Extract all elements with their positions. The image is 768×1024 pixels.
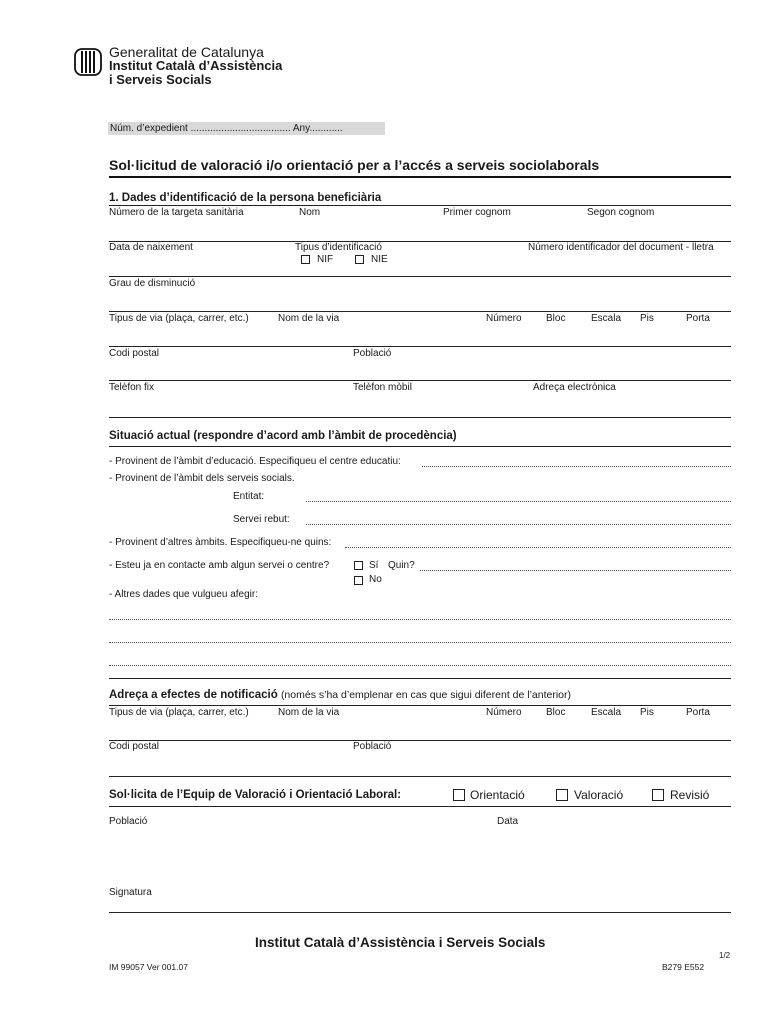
label-altres-dades: - Altres dades que vulgueu afegir:: [109, 589, 258, 600]
adreca-heading-row: [109, 690, 571, 702]
label-segon-cognom: Segon cognom: [587, 207, 655, 218]
label-telefon-fix: Telèfon fix: [109, 382, 155, 393]
label-signatura: Signatura: [109, 887, 152, 898]
row-divider: [109, 740, 731, 741]
generalitat-logo-icon: [74, 48, 102, 76]
label-primer-cognom: Primer cognom: [443, 207, 511, 218]
label-numero: Número: [486, 313, 522, 324]
label-numero: Número: [486, 707, 522, 718]
row-divider: [109, 276, 731, 277]
label-altres-ambits: - Provinent d’altres àmbits. Especifiqueu-ne quins:: [109, 537, 332, 548]
label-revisio: Revisió: [670, 788, 710, 802]
label-pis: Pis: [640, 707, 654, 718]
label-contacte-servei: - Esteu ja en contacte amb algun servei o centre?: [109, 560, 330, 571]
row-divider: [109, 380, 731, 381]
label-poblacio: Població: [353, 741, 392, 752]
expedient-field[interactable]: Núm. d’expedient .................................... Any............: [110, 123, 343, 134]
label-codi-postal: Codi postal: [109, 741, 160, 752]
footer-institut: Institut Català d’Assistència i Serveis Socials: [255, 935, 546, 950]
label-nom-via: Nom de la via: [278, 707, 340, 718]
altres-ambits-field[interactable]: [345, 547, 731, 548]
label-bloc: Bloc: [546, 313, 566, 324]
section-divider: [109, 417, 731, 418]
label-ambit-serveis-socials: - Provinent de l’àmbit dels serveis socials.: [109, 473, 295, 484]
si-checkbox[interactable]: [354, 561, 363, 570]
nif-checkbox[interactable]: [301, 255, 310, 264]
label-escala: Escala: [591, 313, 622, 324]
org-name: Generalitat de Catalunya: [109, 44, 264, 60]
revisio-checkbox[interactable]: [652, 789, 664, 801]
label-si: Sí: [369, 560, 379, 571]
adreca-heading: Adreça a efectes de notificació: [109, 689, 278, 701]
nie-checkbox[interactable]: [355, 255, 364, 264]
altres-dades-line-2[interactable]: [109, 642, 731, 643]
label-nif: NIF: [317, 254, 334, 265]
label-bloc: Bloc: [546, 707, 566, 718]
label-poblacio-signatura: Població: [109, 816, 148, 827]
valoracio-checkbox[interactable]: [556, 789, 568, 801]
situacio-divider: [109, 446, 731, 447]
section1-divider: [109, 205, 731, 206]
form-title: Sol·licitud de valoració i/o orientació per a l’accés a serveis sociolaborals: [109, 157, 600, 173]
label-porta: Porta: [686, 313, 710, 324]
quin-field[interactable]: [420, 570, 731, 571]
label-servei-rebut: Servei rebut:: [233, 514, 290, 525]
altres-dades-line-3[interactable]: [109, 665, 731, 666]
adreca-divider: [109, 705, 731, 706]
label-data: Data: [497, 816, 519, 827]
label-grau-disminucio: Grau de disminució: [109, 278, 196, 289]
label-nie: NIE: [371, 254, 388, 265]
section1-heading: 1. Dades d’identificació de la persona beneficiària: [109, 192, 382, 204]
situacio-heading: Situació actual (respondre d’acord amb l’àmbit de procedència): [109, 430, 457, 442]
title-divider: [109, 176, 731, 178]
equip-divider: [109, 806, 731, 807]
entitat-field[interactable]: [306, 501, 731, 502]
label-quin: Quin?: [388, 560, 415, 571]
label-nom: Nom: [299, 207, 321, 218]
label-tipus-via: Tipus de via (plaça, carrer, etc.): [109, 313, 249, 324]
label-adreca-electronica: Adreça electrònica: [533, 382, 616, 393]
equip-heading: Sol·licita de l’Equip de Valoració i Orientació Laboral:: [109, 789, 402, 801]
form-code-right: B279 E552: [662, 962, 705, 972]
label-entitat: Entitat:: [233, 491, 265, 502]
label-targeta-sanitaria: Número de la targeta sanitària: [109, 207, 244, 218]
label-valoracio: Valoració: [574, 788, 624, 802]
page-number: 1/2: [719, 951, 731, 960]
no-checkbox[interactable]: [354, 576, 363, 585]
label-pis: Pis: [640, 313, 654, 324]
adreca-note: (només s’ha d’emplenar en cas que sigui diferent de l’anterior): [280, 689, 572, 701]
altres-dades-line-1[interactable]: [109, 619, 731, 620]
signature-divider: [109, 912, 731, 913]
label-poblacio: Població: [353, 348, 392, 359]
label-porta: Porta: [686, 707, 710, 718]
label-numero-document: Número identificador del document - lletra: [528, 242, 714, 253]
label-data-naixement: Data de naixement: [109, 242, 193, 253]
form-code-left: IM 99057 Ver 001.07: [109, 962, 188, 972]
row-divider: [109, 346, 731, 347]
label-escala: Escala: [591, 707, 622, 718]
row-divider: [109, 311, 731, 312]
institute-name-line1: Institut Català d’Assistència: [109, 58, 283, 73]
label-nom-via: Nom de la via: [278, 313, 340, 324]
centre-educatiu-field[interactable]: [422, 466, 731, 467]
institute-name-line2: i Serveis Socials: [109, 72, 212, 87]
label-tipus-identificacio: Tipus d’identificació: [295, 242, 382, 253]
label-codi-postal: Codi postal: [109, 348, 160, 359]
label-no: No: [369, 574, 382, 585]
label-ambit-educacio: - Provinent de l’àmbit d’educació. Especifiqueu el centre educatiu:: [109, 456, 401, 467]
label-tipus-via: Tipus de via (plaça, carrer, etc.): [109, 707, 249, 718]
servei-rebut-field[interactable]: [306, 524, 731, 525]
section-divider: [109, 678, 731, 679]
label-orientacio: Orientació: [470, 788, 525, 802]
orientacio-checkbox[interactable]: [453, 789, 465, 801]
label-telefon-mobil: Telèfon mòbil: [353, 382, 412, 393]
section-divider: [109, 776, 731, 777]
